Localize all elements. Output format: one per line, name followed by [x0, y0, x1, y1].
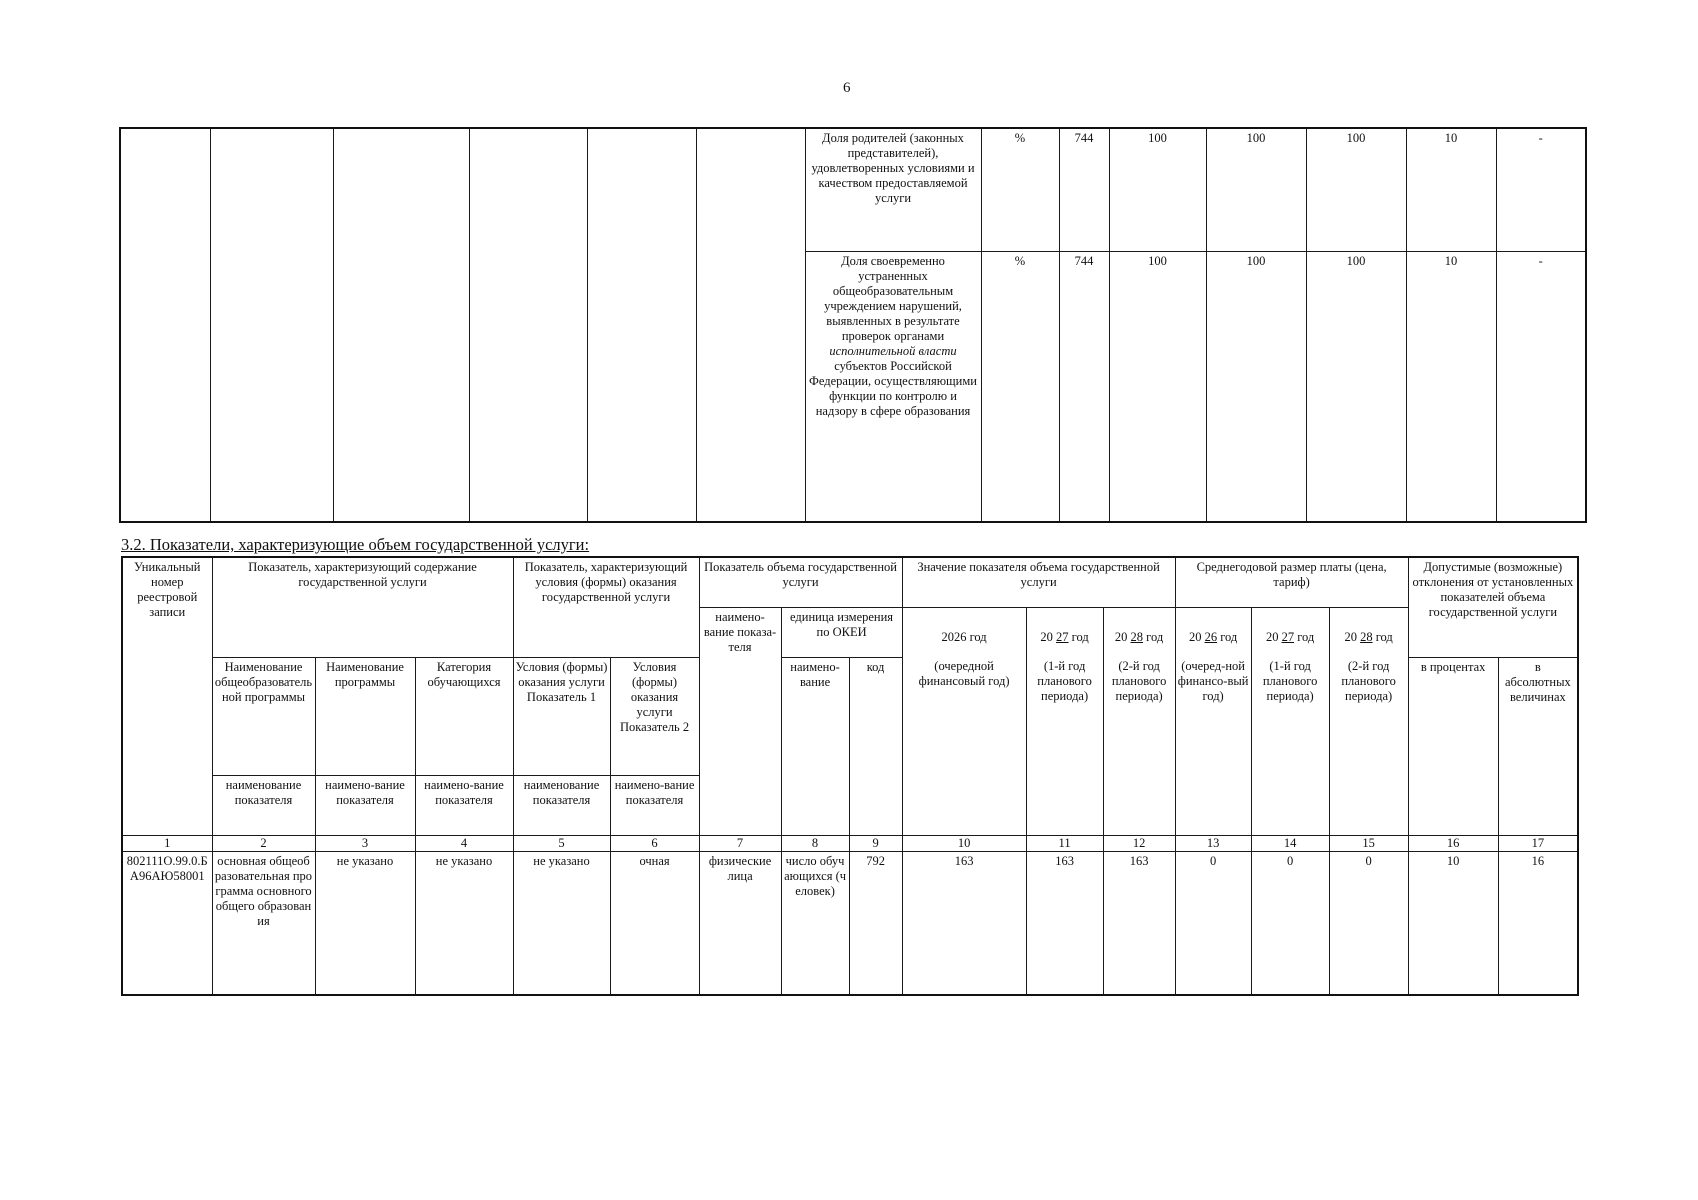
quality-value-2028: 100: [1306, 128, 1406, 252]
quality-value-2027: 100: [1206, 252, 1306, 523]
header-year-2027: 20 27 год (1-й год планового периода): [1026, 607, 1103, 835]
column-numbers-row: [122, 835, 1578, 851]
header-conditions-group: Показатель, характеризующий условия (формы) оказания государственной услуги: [513, 557, 699, 657]
column-number: 7: [699, 835, 781, 851]
column-number: 15: [1329, 835, 1408, 851]
column-number: 16: [1408, 835, 1498, 851]
header-unit-code: код: [849, 657, 902, 835]
header-content-group: Показатель, характеризующий содержание государственной услуги: [212, 557, 513, 657]
column-number: 8: [781, 835, 849, 851]
quality-value-2028: 100: [1306, 252, 1406, 523]
quality-deviation-percent: 10: [1406, 252, 1496, 523]
header-condition-1: Условия (формы) оказания услуги Показатель 1: [513, 657, 610, 775]
cell-unit-name: число обучающихся (человек): [781, 851, 849, 995]
header-value-group: Значение показателя объема государственной услуги: [902, 557, 1175, 607]
cell-deviation-abs: 16: [1498, 851, 1578, 995]
quality-value-2026: 100: [1109, 252, 1206, 523]
column-number: 14: [1251, 835, 1329, 851]
column-number: 17: [1498, 835, 1578, 851]
cell-price-2026: 0: [1175, 851, 1251, 995]
header-price-2026: 20 26 год (очеред-ной финансо-вый год): [1175, 607, 1251, 835]
quality-deviation-abs: -: [1496, 128, 1586, 252]
header-deviation-abs: в абсолютных величинах: [1498, 657, 1578, 835]
header-year-2026: 2026 год (очередной финансовый год): [902, 607, 1026, 835]
header-volume-group: Показатель объема государственной услуги: [699, 557, 902, 607]
header-program-name: Наименование общеобразовательной программы: [212, 657, 315, 775]
quality-row: [120, 128, 1586, 252]
header-category: Категория обучающихся: [415, 657, 513, 775]
page-number: 6: [843, 80, 851, 96]
column-number: 4: [415, 835, 513, 851]
column-number: 5: [513, 835, 610, 851]
cell-program: не указано: [315, 851, 415, 995]
quality-deviation-abs: -: [1496, 252, 1586, 523]
quality-unit: %: [981, 252, 1059, 523]
column-number: 3: [315, 835, 415, 851]
header-price-2027: 20 27 год (1-й год планового периода): [1251, 607, 1329, 835]
header-unit-okei: единица измерения по ОКЕИ: [781, 607, 902, 657]
header-unit-name: наимено-вание: [781, 657, 849, 835]
cell-unique-number: 802111О.99.0.БА96АЮ58001: [122, 851, 212, 995]
quality-deviation-percent: 10: [1406, 128, 1496, 252]
quality-value-2026: 100: [1109, 128, 1206, 252]
header-indicator-name-2: наименование показателя: [212, 775, 315, 835]
header-indicator-name-4: наимено-вание показателя: [415, 775, 513, 835]
cell-value-2028: 163: [1103, 851, 1175, 995]
cell-value-2026: 163: [902, 851, 1026, 995]
quality-indicator-name: Доля своевременно устраненных общеобразовательным учреждением нарушений, выявленных в результате проверок органами исполнительной власти субъектов Российской Федерации, осуществляющими функции по контролю и надзору в сфере образования: [805, 252, 981, 523]
cell-deviation-percent: 10: [1408, 851, 1498, 995]
column-number: 13: [1175, 835, 1251, 851]
header-indicator-name: наимено-вание показа-теля: [699, 607, 781, 835]
section-title: 3.2. Показатели, характеризующие объем государственной услуги:: [121, 535, 590, 554]
header-indicator-name-3: наимено-вание показателя: [315, 775, 415, 835]
header-price-group: Среднегодовой размер платы (цена, тариф): [1175, 557, 1408, 607]
header-unique-number: Уникальный номер реестровой записи: [122, 557, 212, 835]
header-program: Наименование программы: [315, 657, 415, 775]
header-condition-2: Условия (формы) оказания услуги Показатель 2: [610, 657, 699, 775]
cell-program-name: основная общеобразовательная программа основного общего образования: [212, 851, 315, 995]
quality-indicator-name: Доля родителей (законных представителей), удовлетворенных условиями и качеством предоставляемой услуги: [805, 128, 981, 252]
column-number: 12: [1103, 835, 1175, 851]
header-deviation-percent: в процентах: [1408, 657, 1498, 835]
header-deviation-group: Допустимые (возможные) отклонения от установленных показателей объема государственной услуги: [1408, 557, 1578, 657]
column-number: 6: [610, 835, 699, 851]
quality-unit: %: [981, 128, 1059, 252]
column-number: 9: [849, 835, 902, 851]
header-year-2028: 20 28 год (2-й год планового периода): [1103, 607, 1175, 835]
cell-price-2028: 0: [1329, 851, 1408, 995]
header-indicator-name-5: наименование показателя: [513, 775, 610, 835]
cell-value-2027: 163: [1026, 851, 1103, 995]
cell-category: не указано: [415, 851, 513, 995]
column-number: 10: [902, 835, 1026, 851]
volume-indicators-table: [121, 556, 1579, 996]
cell-condition-1: не указано: [513, 851, 610, 995]
cell-condition-2: очная: [610, 851, 699, 995]
quality-indicators-table: [119, 127, 1587, 523]
header-price-2028: 20 28 год (2-й год планового периода): [1329, 607, 1408, 835]
column-number: 11: [1026, 835, 1103, 851]
header-indicator-name-6: наимено-вание показателя: [610, 775, 699, 835]
table-row: [122, 851, 1578, 995]
quality-okei: 744: [1059, 128, 1109, 252]
header-row-1: [122, 557, 1578, 607]
cell-indicator: физические лица: [699, 851, 781, 995]
quality-row: [120, 252, 1586, 523]
quality-value-2027: 100: [1206, 128, 1306, 252]
cell-unit-code: 792: [849, 851, 902, 995]
cell-price-2027: 0: [1251, 851, 1329, 995]
quality-okei: 744: [1059, 252, 1109, 523]
column-number: 1: [122, 835, 212, 851]
column-number: 2: [212, 835, 315, 851]
